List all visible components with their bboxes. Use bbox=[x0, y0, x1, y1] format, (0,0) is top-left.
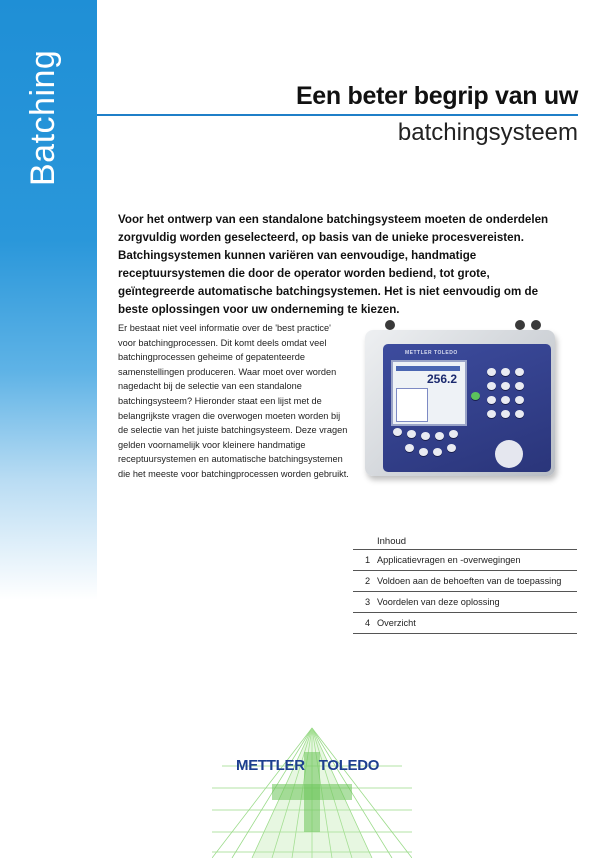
numeric-key bbox=[515, 382, 524, 390]
page-title: Een beter begrip van uw bbox=[295, 82, 578, 110]
screen-header-bar bbox=[396, 366, 460, 371]
numeric-key bbox=[501, 368, 510, 376]
toc-item-label: Voordelen van deze oplossing bbox=[377, 597, 500, 607]
toc-item[interactable] bbox=[353, 550, 577, 571]
toc-item-number: 3 bbox=[365, 597, 371, 607]
softkey bbox=[435, 432, 444, 440]
connector-knob bbox=[515, 320, 525, 330]
connector-knob bbox=[531, 320, 541, 330]
terminal-device-image bbox=[355, 322, 563, 480]
body-paragraph: Er bestaat niet veel informatie over de 'best practice' voor batchingprocessen. Dit komt deels omdat veel batchingprocessen geheime of gepatenteerde samenstellingen produceren. Waar moet over worden nagedacht bij de selectie van een standalone batchingsysteem? Hieronder staat een lijst met de belangrijkste vragen die overwogen moeten worden bij de selectie van het juiste batchingsysteem. Deze vragen gelden voornamelijk voor kleinere handmatige receptuursystemen en automatische batchingsystemen die het meeste voor batchingprocessen worden gebruikt. bbox=[118, 323, 349, 479]
navigation-pad bbox=[495, 440, 523, 468]
sidebar-band bbox=[0, 0, 97, 600]
numeric-key bbox=[487, 410, 496, 418]
screen-weight-value: 256.2 bbox=[427, 372, 458, 386]
screen-menu-list bbox=[396, 388, 428, 422]
numeric-key bbox=[501, 410, 510, 418]
numeric-key bbox=[501, 382, 510, 390]
numeric-key bbox=[515, 396, 524, 404]
logo-left-text: METTLER bbox=[236, 757, 305, 774]
toc-item-label: Voldoen aan de behoeften van de toepassing bbox=[377, 576, 562, 586]
footer-decorative-graphic bbox=[212, 726, 412, 858]
numeric-key bbox=[487, 396, 496, 404]
device-housing bbox=[365, 330, 555, 476]
function-key bbox=[447, 444, 456, 452]
device-front-panel bbox=[383, 344, 551, 472]
toc-item-number: 4 bbox=[365, 618, 371, 628]
softkey bbox=[449, 430, 458, 438]
softkey bbox=[421, 432, 430, 440]
numeric-key bbox=[515, 368, 524, 376]
softkey bbox=[393, 428, 402, 436]
numeric-key bbox=[487, 382, 496, 390]
sidebar-title: Batching bbox=[24, 49, 62, 186]
toc-item-label: Applicatievragen en -overwegingen bbox=[377, 555, 521, 565]
intro-paragraph: Voor het ontwerp van een standalone batchingsysteem moeten de onderdelen zorgvuldig worden geselecteerd, op basis van de unieke procesvereisten. Batchingsystemen kunnen variëren van eenvoudige, handmatige receptuursystemen die door de operator worden bediend, tot grote, geïntegreerde automatische batchingsystemen. Het is niet eenvoudig om de beste oplossingen voor uw onderneming te kiezen. bbox=[118, 213, 549, 316]
device-screen bbox=[391, 360, 467, 426]
toc-item[interactable] bbox=[353, 592, 577, 613]
device-brand-label: METTLER TOLEDO bbox=[405, 350, 458, 356]
numeric-key bbox=[501, 396, 510, 404]
numeric-key bbox=[487, 368, 496, 376]
toc-item[interactable] bbox=[353, 571, 577, 592]
logo-right-text: TOLEDO bbox=[318, 757, 380, 774]
table-of-contents bbox=[353, 534, 577, 634]
title-divider bbox=[97, 114, 578, 116]
function-key bbox=[419, 448, 428, 456]
toc-item-number: 1 bbox=[365, 555, 371, 565]
toc-item-number: 2 bbox=[365, 576, 371, 586]
connector-knob bbox=[385, 320, 395, 330]
page-subtitle: batchingsysteem bbox=[397, 119, 578, 146]
toc-item[interactable] bbox=[353, 613, 577, 634]
softkey bbox=[407, 430, 416, 438]
numeric-key bbox=[515, 410, 524, 418]
function-key bbox=[405, 444, 414, 452]
toc-heading: Inhoud bbox=[353, 534, 577, 550]
function-key bbox=[433, 448, 442, 456]
start-key bbox=[471, 392, 480, 400]
toc-item-label: Overzicht bbox=[377, 618, 416, 628]
mettler-toledo-logo bbox=[236, 757, 379, 774]
